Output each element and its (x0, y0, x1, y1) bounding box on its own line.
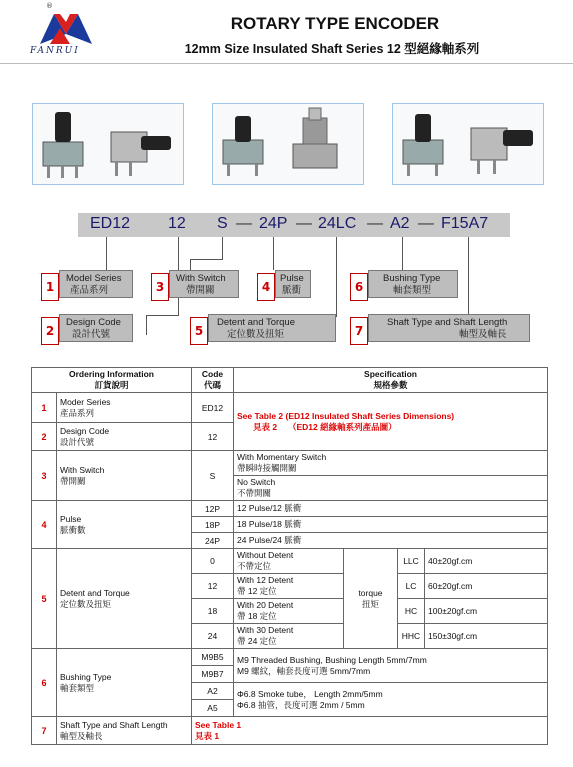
spec-zh: M9 螺紋，軸套長度可選 5mm/7mm (237, 665, 371, 676)
header-code (192, 368, 234, 393)
spec-zh: 帶 12 定位 (237, 586, 277, 596)
pn-segment-1: ED12 (90, 215, 131, 232)
header-en: Code (201, 369, 224, 379)
spec-en: With 30 Detent (237, 625, 294, 635)
header-zh: 規格參數 (373, 380, 408, 390)
row-code: A2 (192, 683, 234, 700)
label-en: Detent and Torque (60, 587, 130, 598)
callout-design-code (59, 314, 133, 342)
spec-zh: 見表 2 （ED12 絕緣軸系列產品圖） (253, 421, 397, 432)
callout-number: 7 (350, 317, 368, 345)
torque-value: 100±20gf.cm (425, 599, 548, 624)
label-zh: 產品系列 (60, 407, 95, 418)
callout-zh: 脈衝 (282, 285, 302, 296)
callout-number: 1 (41, 273, 59, 301)
row-code: M9B7 (192, 666, 234, 683)
torque-label (344, 549, 398, 649)
torque-code: HC (398, 599, 425, 624)
ordering-table (31, 367, 548, 745)
row-number: 6 (32, 649, 57, 717)
row-code: S (192, 451, 234, 501)
row-label (57, 501, 192, 549)
callout-number: 6 (350, 273, 368, 301)
header-divider (0, 63, 573, 64)
callout-en: With Switch (176, 273, 226, 284)
callout-number: 3 (151, 273, 169, 301)
table-row (32, 649, 548, 666)
spec-zh: 不帶開關 (237, 488, 272, 498)
row-spec (234, 624, 344, 649)
brand-name: FANRUI (30, 46, 80, 56)
row-code: A5 (192, 700, 234, 717)
pn-dash: — (367, 215, 383, 232)
label-en: Shaft Type and Shaft Length (60, 719, 168, 730)
spec-en: Φ6.8 Smoke tube， Length 2mm/5mm (237, 688, 383, 699)
pn-segment-6: A2 (390, 215, 410, 232)
table-row (32, 501, 548, 517)
row-code: 0 (192, 549, 234, 574)
row-code: 18P (192, 517, 234, 533)
callout-en: Detent and Torque (217, 317, 295, 328)
connector-line (273, 237, 274, 270)
pn-dash: — (236, 215, 252, 232)
encoder-photo-3 (392, 103, 544, 185)
callout-with-switch (169, 270, 239, 298)
label-zh: 設計代號 (60, 436, 95, 447)
spec-zh: 帶瞬時接觸開關 (237, 463, 297, 473)
spec-zh: Φ6.8 抽管，長度可選 2mm / 5mm (237, 699, 365, 710)
row-number: 1 (32, 393, 57, 423)
label-en: Moder Series (60, 396, 111, 407)
pn-dash: — (418, 215, 434, 232)
spec-en: See Table 2 (ED12 Insulated Shaft Series Dimensions) (237, 410, 455, 421)
callout-en: Bushing Type (383, 273, 441, 284)
connector-line (146, 315, 147, 335)
row-code: 12P (192, 501, 234, 517)
torque-value: 150±30gf.cm (425, 624, 548, 649)
pn-segment-2: 12 (168, 215, 186, 232)
connector-line (402, 237, 403, 259)
row-number: 2 (32, 423, 57, 451)
row-label (57, 549, 192, 649)
table-row (32, 549, 548, 574)
row-code: M9B5 (192, 649, 234, 666)
row-label (57, 717, 192, 745)
row-code: 24P (192, 533, 234, 549)
header-en: Specification (364, 369, 417, 379)
callout-en: Design Code (66, 317, 121, 328)
page-subtitle: 12mm Size Insulated Shaft Series 12 型絕緣軸系列 (184, 42, 480, 56)
torque-value: 60±20gf.cm (425, 574, 548, 599)
torque-code: LC (398, 574, 425, 599)
callout-zh: 定位數及扭矩 (227, 329, 285, 340)
callout-pulse (275, 270, 311, 298)
table-row (32, 451, 548, 476)
row-code: 18 (192, 599, 234, 624)
callout-en: Model Series (66, 273, 122, 284)
label-zh: 軸型及軸長 (60, 730, 103, 741)
label-en: Bushing Type (60, 671, 112, 682)
row-number: 5 (32, 549, 57, 649)
row-code: 12 (192, 574, 234, 599)
label-en: With Switch (60, 464, 105, 475)
pn-segment-4: 24P (259, 215, 288, 232)
pn-segment-3: S (217, 215, 228, 232)
spec-en: M9 Threaded Bushing, Bushing Length 5mm/7mm (237, 654, 427, 665)
label-zh: 脈衝數 (60, 524, 86, 535)
encoder-photo-1 (32, 103, 184, 185)
connector-line (190, 259, 223, 260)
label-en: Design Code (60, 425, 110, 436)
row-spec (234, 599, 344, 624)
callout-number: 2 (41, 317, 59, 345)
connector-line (222, 237, 223, 259)
spec-en: With Momentary Switch (237, 452, 327, 462)
spec-zh: 帶 24 定位 (237, 636, 277, 646)
row-label (57, 451, 192, 501)
row-label (57, 649, 192, 717)
callout-zh: 產品系列 (70, 285, 109, 296)
callout-zh: 帶開關 (186, 285, 215, 296)
header-zh: 代碼 (203, 380, 221, 390)
row-code: ED12 (192, 393, 234, 423)
connector-line (190, 259, 191, 270)
row-spec (192, 717, 548, 745)
pn-segment-5: 24LC (318, 215, 357, 232)
spec-en: With 20 Detent (237, 600, 294, 610)
row-spec (234, 549, 344, 574)
row-code: 24 (192, 624, 234, 649)
registered-mark: ® (46, 2, 53, 10)
header-specification (234, 368, 548, 393)
label-zh: 軸套類型 (60, 682, 95, 693)
row-spec: 12 Pulse/12 脈衝 (234, 501, 548, 517)
callout-number: 4 (257, 273, 275, 301)
page-title: ROTARY TYPE ENCODER (230, 14, 440, 33)
table-header-row (32, 368, 548, 393)
row-spec: 24 Pulse/24 脈衝 (234, 533, 548, 549)
callout-shaft-type (368, 314, 530, 342)
spec-zh: 不帶定位 (237, 561, 272, 571)
spec-en: No Switch (237, 477, 276, 487)
torque-code: LLC (398, 549, 425, 574)
spec-zh: 帶 18 定位 (237, 611, 277, 621)
callout-bushing-type (368, 270, 458, 298)
callout-zh: 設計代號 (72, 329, 111, 340)
encoder-photo-2 (212, 103, 364, 185)
row-spec (234, 393, 548, 451)
row-spec (234, 476, 548, 501)
connector-line (402, 259, 403, 270)
row-spec: 18 Pulse/18 脈衝 (234, 517, 548, 533)
spec-en: With 12 Detent (237, 575, 294, 585)
row-spec (234, 574, 344, 599)
connector-line (468, 237, 469, 317)
torque-zh: 扭矩 (361, 598, 379, 609)
spec-zh: 見表 1 (195, 730, 220, 741)
row-number: 3 (32, 451, 57, 501)
row-number: 4 (32, 501, 57, 549)
label-zh: 定位數及扭矩 (60, 598, 112, 609)
callout-model-series (59, 270, 133, 298)
spec-en: Without Detent (237, 550, 294, 560)
row-spec (234, 451, 548, 476)
torque-value: 40±20gf.cm (425, 549, 548, 574)
spec-en: See Table 1 (195, 719, 242, 730)
header-zh: 訂貨說明 (94, 380, 129, 390)
callout-en: Pulse (280, 273, 304, 284)
row-code: 12 (192, 423, 234, 451)
label-en: Pulse (60, 513, 82, 524)
callout-en: Shaft Type and Shaft Length (387, 317, 508, 328)
pn-segment-7: F15A7 (441, 215, 489, 232)
table-row (32, 717, 548, 745)
header-ordering-info (32, 368, 192, 393)
callout-detent-torque (208, 314, 336, 342)
torque-code: HHC (398, 624, 425, 649)
row-label (57, 423, 192, 451)
row-number: 7 (32, 717, 57, 745)
pn-dash: — (296, 215, 312, 232)
connector-line (336, 237, 337, 317)
callout-zh: 軸型及軸長 (459, 329, 507, 340)
callout-number: 5 (190, 317, 208, 345)
row-label (57, 393, 192, 423)
callout-zh: 軸套類型 (393, 285, 432, 296)
connector-line (106, 237, 107, 270)
label-zh: 帶開關 (60, 475, 86, 486)
table-row (32, 393, 548, 423)
header-en: Ordering Information (69, 369, 154, 379)
torque-en: torque (358, 587, 383, 598)
row-spec (234, 649, 548, 683)
connector-line (146, 315, 179, 316)
row-spec (234, 683, 548, 717)
